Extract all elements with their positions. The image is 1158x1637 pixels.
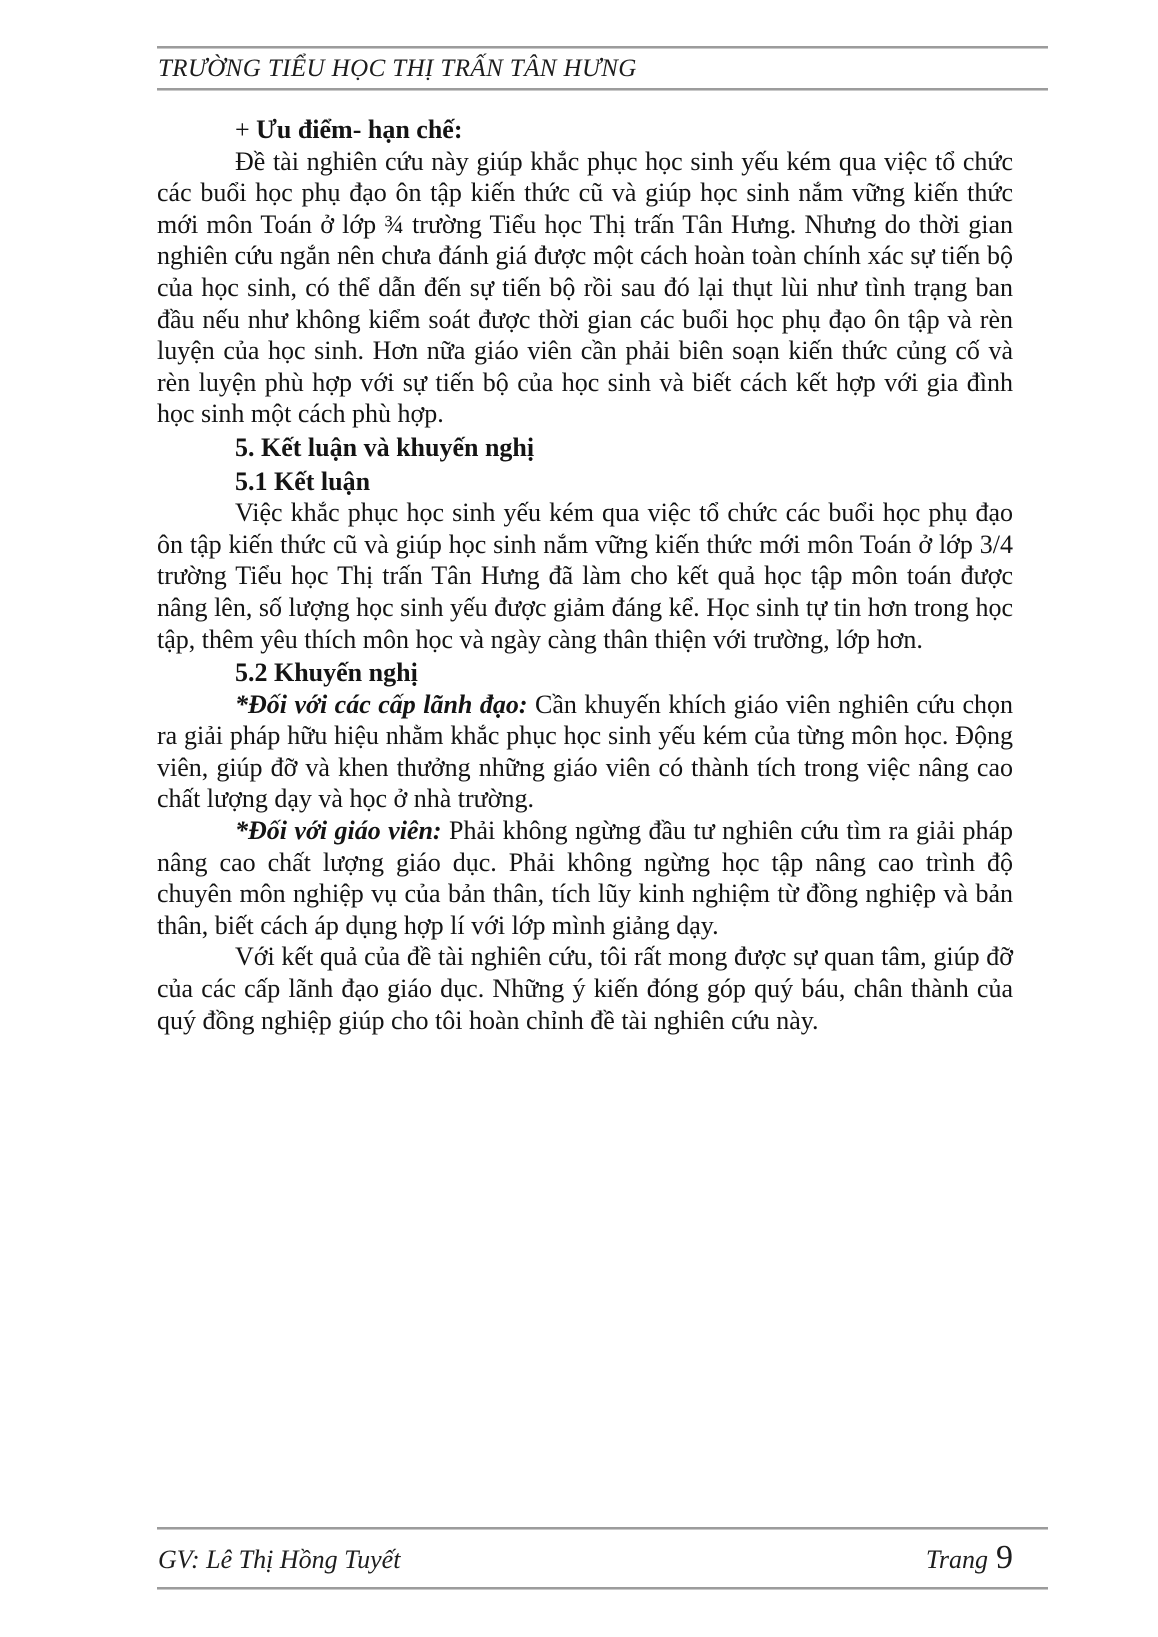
paragraph-khuyen-nghi-giao-vien [157,815,1013,941]
paragraph-ket-luan: Việc khắc phục học sinh yếu kém qua việc tổ chức các buổi học phụ đạo ôn tập kiến thức cũ và giúp học sinh nắm vững kiến thức mới môn Toán ở lớp 3/4 trường Tiểu học Thị trấn Tân Hưng đã làm cho kết quả học tập môn toán được nâng lên, số lượng học sinh yếu được giảm đáng kể. Học sinh tự tin hơn trong học tập, thêm yêu thích môn học và ngày càng thân thiện với trường, lớp hơn. [157,498,1013,654]
page-footer [157,1527,1048,1590]
section-heading-ket-luan-khuyen-nghi: 5. Kết luận và khuyến nghị [235,432,535,462]
section-heading-khuyen-nghi: 5.2 Khuyến nghị [235,658,418,688]
paragraph-text: Phải không ngừng đầu tư nghiên cứu tìm ra giải pháp nâng cao chất lượng giáo dục. Phải không ngừng học tập nâng cao trình độ chuyên môn nghiệp vụ của bản thân, tích lũy kinh nghiệm từ đồng nghiệp và bản thân, biết cách áp dụng hợp lí với lớp mình giảng dạy. [157,816,1013,940]
footer-rule-bottom [157,1587,1048,1590]
section-heading-label: Ưu điểm- hạn chế: [256,115,463,144]
paragraph-khuyen-nghi-lanh-dao [157,689,1013,815]
document-container [157,0,1048,1036]
page-label: Trang [925,1545,988,1574]
page-header-title: TRƯỜNG TIỂU HỌC THỊ TRẤN TÂN HƯNG [158,55,637,82]
page-number: 9 [996,1539,1013,1576]
document-body [157,114,1013,1036]
paragraph-closing: Với kết quả của đề tài nghiên cứu, tôi rất mong được sự quan tâm, giúp đỡ của các cấp lãnh đạo giáo dục. Những ý kiến đóng góp quý báu, chân thành của quý đồng nghiệp giúp cho tôi hoàn chỉnh đề tài nghiên cứu này. [157,942,1013,1035]
paragraph-uu-diem-han-che: Đề tài nghiên cứu này giúp khắc phục học sinh yếu kém qua việc tổ chức các buổi học phụ đạo ôn tập kiến thức cũ và giúp học sinh nắm vững kiến thức mới môn Toán ở lớp ¾ trường Tiểu học Thị trấn Tân Hưng. Nhưng do thời gian nghiên cứu ngắn nên chưa đánh giá được một cách hoàn toàn chính xác sự tiến bộ của học sinh, có thể dẫn đến sự tiến bộ rồi sau đó lại thụt lùi như tình trạng ban đầu nếu như không kiểm soát được thời gian các buổi học phụ đạo ôn tập và rèn luyện của học sinh. Hơn nữa giáo viên cần phải biên soạn kiến thức củng cố và rèn luyện phù hợp với sự tiến bộ của học sinh và biết cách kết hợp với gia đình học sinh một cách phù hợp. [157,146,1013,429]
section-heading-uu-diem-han-che [157,114,1013,146]
footer-row [157,1530,1013,1582]
footer-page-indicator [926,1539,1013,1577]
lead-doi-voi-giao-vien: *Đối với giáo viên: [235,816,442,846]
section-heading-ket-luan: 5.1 Kết luận [235,466,371,496]
lead-doi-voi-cap-lanh-dao: *Đối với các cấp lãnh đạo: [235,689,528,719]
paragraph-text: Cần khuyến khích giáo viên nghiên cứu chọn ra giải pháp hữu hiệu nhằm khắc phục học sinh yếu kém của từng môn học. Động viên, giúp đỡ và khen thưởng những giáo viên có thành tích trong việc nâng cao chất lượng dạy và học ở nhà trường. [157,689,1013,814]
plus-prefix: + [235,115,257,144]
footer-author: GV: Lê Thị Hồng Tuyết [158,1545,401,1574]
header-rule-bottom [157,88,1048,91]
